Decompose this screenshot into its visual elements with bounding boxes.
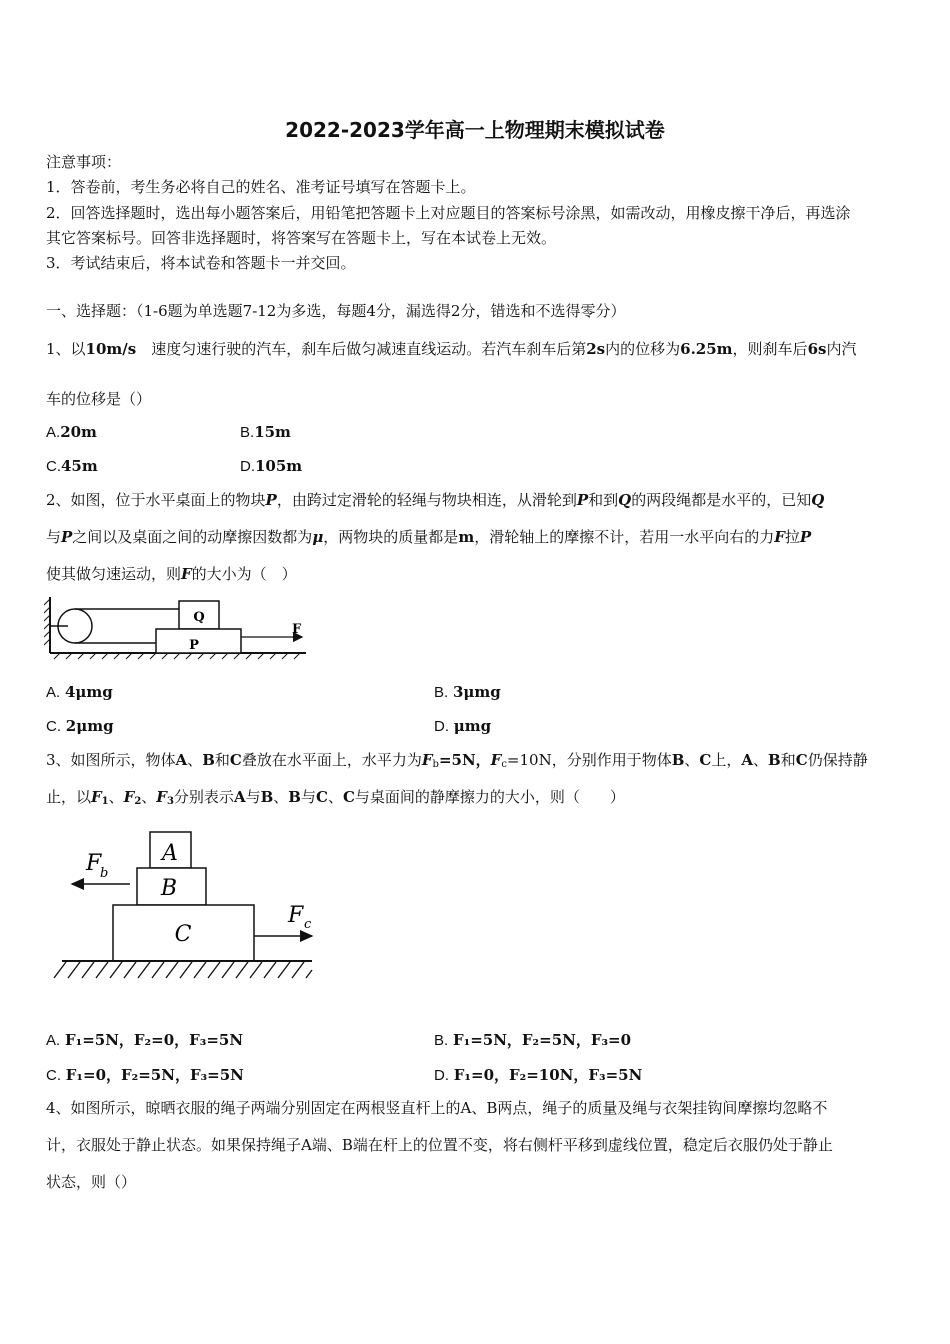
block-q-label: Q xyxy=(193,610,205,625)
notice-item-2a: 2．回答选择题时，选出每小题答案后，用铅笔把答题卡上对应题目的答案标号涂黑，如需改动，用橡皮擦干净后，再选涂 xyxy=(46,204,851,222)
page-title: 2022-2023学年高一上物理期末模拟试卷 xyxy=(285,118,665,142)
q3-ground-hatch xyxy=(54,962,312,978)
notice-item-3: 3．考试结束后，将本试卷和答题卡一并交回。 xyxy=(46,254,356,272)
q1-option-c[interactable]: C.45m xyxy=(46,457,98,475)
q4-stem-line1: 4、如图所示，晾晒衣服的绳子两端分别固定在两根竖直杆上的A、B两点，绳子的质量及绳与衣架挂钩间摩擦均忽略不 xyxy=(46,1099,828,1117)
notice-heading: 注意事项： xyxy=(46,153,122,171)
block-a-label: A xyxy=(162,841,178,866)
q2-option-a[interactable]: A. 4μmg xyxy=(46,683,113,701)
force-fb-subscript: b xyxy=(100,866,109,881)
force-fb-label: F xyxy=(86,851,102,876)
q3-option-b[interactable]: B. F₁=5N，F₂=5N，F₃=0 xyxy=(434,1031,632,1049)
q2-option-c[interactable]: C. 2μmg xyxy=(46,717,114,735)
q2-pulley-figure xyxy=(44,595,314,663)
q3-stem-line1: 3、如图所示，物体A、B和C叠放在水平面上，水平力为$F_b=5N$，$F_c=10N$，分别作用于物体B、C上，A、B和C仍保持静 xyxy=(46,751,868,770)
q3-stem-line2: 止，以$F_1$、$F_2$、$F_3$分别表示A与B、B与C、C与桌面间的静摩擦力的大小，则（ ） xyxy=(46,788,625,807)
q1-stem-line1: 1、以10m/s 速度匀速行驶的汽车，刹车后做匀减速直线运动。若汽车刹车后第2s内的位移为6.25m，则刹车后6s内汽 xyxy=(46,340,857,358)
block-b-label: B xyxy=(160,876,178,901)
q1-option-d[interactable]: D.105m xyxy=(240,457,303,475)
block-p-label: P xyxy=(189,638,199,653)
q3-option-c[interactable]: C. F₁=0，F₂=5N，F₃=5N xyxy=(46,1066,244,1084)
q3-stacked-blocks-figure xyxy=(50,826,320,986)
q4-stem-line3: 状态，则（） xyxy=(46,1173,137,1191)
notice-item-2b: 其它答案标号。回答非选择题时，将答案写在答题卡上，写在本试卷上无效。 xyxy=(46,229,557,247)
q2-stem-line1: 2、如图，位于水平桌面上的物块P，由跨过定滑轮的轻绳与物块相连，从滑轮到P和到Q的两段绳都是水平的，已知Q xyxy=(46,491,825,509)
section-heading: 一、选择题：（1-6题为单选题7-12为多选，每题4分，漏选得2分，错选和不选得零分） xyxy=(46,302,626,320)
q3-option-a[interactable]: A. F₁=5N，F₂=0，F₃=5N xyxy=(46,1031,244,1049)
q2-stem-line3: 使其做匀速运动，则F的大小为（ ） xyxy=(46,565,297,583)
q1-stem-line2: 车的位移是（） xyxy=(46,390,152,408)
q1-option-b[interactable]: B.15m xyxy=(240,423,291,441)
q2-option-d[interactable]: D. μmg xyxy=(434,717,492,735)
q4-stem-line2: 计，衣服处于静止状态。如果保持绳子A端、B端在杆上的位置不变，将右侧杆平移到虚线位置，稳定后衣服仍处于静止 xyxy=(46,1136,833,1154)
force-f-label: F xyxy=(292,622,302,637)
q1-option-a[interactable]: A.20m xyxy=(46,423,97,441)
block-c-label: C xyxy=(174,922,192,947)
q3-option-d[interactable]: D. F₁=0，F₂=10N，F₃=5N xyxy=(434,1066,643,1084)
q2-option-b[interactable]: B. 3μmg xyxy=(434,683,501,701)
force-fc-label: F xyxy=(288,903,304,928)
force-fc-subscript: c xyxy=(304,917,312,932)
q2-stem-line2: 与P之间以及桌面之间的动摩擦因数都为μ，两物块的质量都是m，滑轮轴上的摩擦不计，若用一水平向右的力F拉P xyxy=(46,528,812,546)
notice-item-1: 1．答卷前，考生务必将自己的姓名、准考证号填写在答题卡上。 xyxy=(46,178,476,196)
